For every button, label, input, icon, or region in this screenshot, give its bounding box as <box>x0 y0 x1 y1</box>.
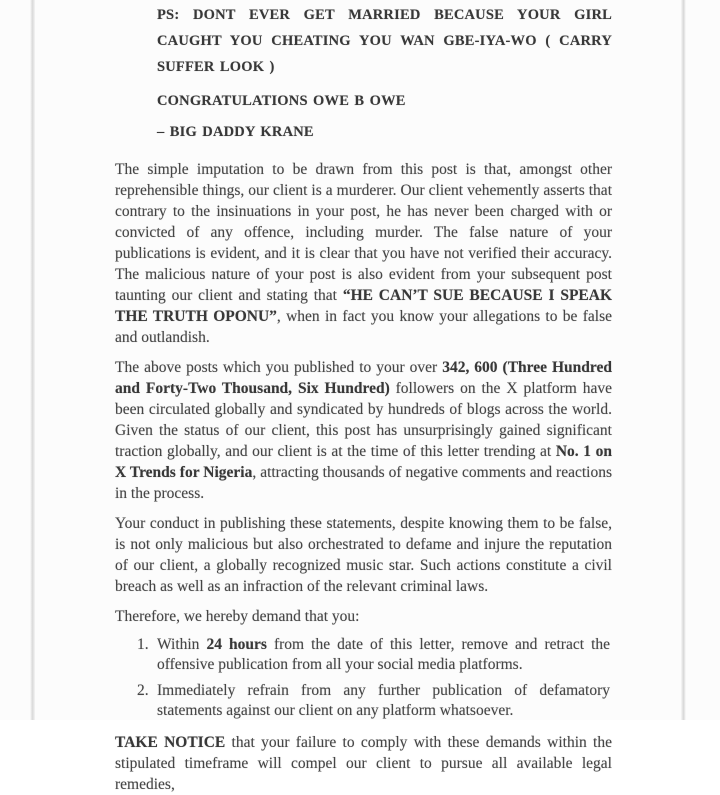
demand-item-1 <box>115 635 612 674</box>
demand-item-text <box>157 635 610 674</box>
paragraph-imputation <box>115 159 612 348</box>
congrats-line: CONGRATULATIONS OWE B OWE <box>157 93 406 109</box>
text-run: , when in fact you know your allegations to be false and outlandish. <box>115 308 612 346</box>
bold-hours-run: 24 hours <box>206 636 267 653</box>
bold-quote-run: “HE CAN’T SUE BECAUSE I SPEAK THE TRUTH OPONU” <box>115 287 612 325</box>
bold-trends-run: No. 1 on X Trends for Nigeria <box>115 443 612 481</box>
text-run: from the date of this letter, remove and retract the offensive publication from all your social media platforms. <box>157 636 611 673</box>
take-notice-paragraph <box>115 732 612 795</box>
text-run: Within <box>157 636 207 653</box>
demand-list <box>115 635 612 720</box>
text-run: followers on the X platform have been circulated globally and syndicated by hundreds of blogs across the world. Given the status of our client, this post has unsurprisingly gained significant traction globally, and our client is at the time of this letter trending at <box>115 380 612 460</box>
letter-content <box>115 0 612 795</box>
ps-line: PS: DONT EVER GET MARRIED BECAUSE YOUR GIRL CAUGHT YOU CHEATING YOU WAN GBE-IYA-WO ( CARRY SUFFER LOOK ) <box>157 7 612 75</box>
quoted-post-block <box>157 2 612 145</box>
paragraph-circulation <box>115 357 612 504</box>
bold-followers-run: 342, 600 (Three Hundred and Forty-Two Thousand, Six Hundred) <box>115 359 613 397</box>
list-number: 2. <box>137 682 149 699</box>
list-number: 1. <box>137 636 149 653</box>
post-author-line: – BIG DADDY KRANE <box>157 124 314 140</box>
text-run: The above posts which you published to your over <box>115 359 443 376</box>
demand-intro: Therefore, we hereby demand that you: <box>115 608 360 625</box>
text-run: The simple imputation to be drawn from this post is that, amongst other reprehensible things, our client is a murderer. Our client vehemently asserts that contrary to the insinuations in your post, he has never been charged with or convicted of any offence, including murder. The false nature of your publications is evident, and it is clear that you have not verified their accuracy. The malicious nature of your post is also evident from your subsequent post taunting our client and stating that <box>115 161 612 304</box>
bold-take-notice-run: TAKE NOTICE <box>115 734 226 751</box>
demand-item-text: Immediately refrain from any further publication of defamatory statements against our client on any platform whatsoever. <box>157 682 610 719</box>
page-edge-right <box>681 0 686 720</box>
demand-item-2 <box>115 681 612 720</box>
page-edge-left <box>30 0 35 720</box>
text-run: that your failure to comply with these demands within the stipulated timeframe will compel our client to pursue all available legal remedies, <box>115 734 612 793</box>
paragraph-conduct: Your conduct in publishing these statements, despite knowing them to be false, is not only malicious but also orchestrated to defame and injure the reputation of our client, a globally recognized music star. Such actions constitute a civil breach as well as an infraction of the relevant criminal laws. <box>115 515 612 595</box>
text-run: , attracting thousands of negative comments and reactions in the process. <box>115 464 612 502</box>
